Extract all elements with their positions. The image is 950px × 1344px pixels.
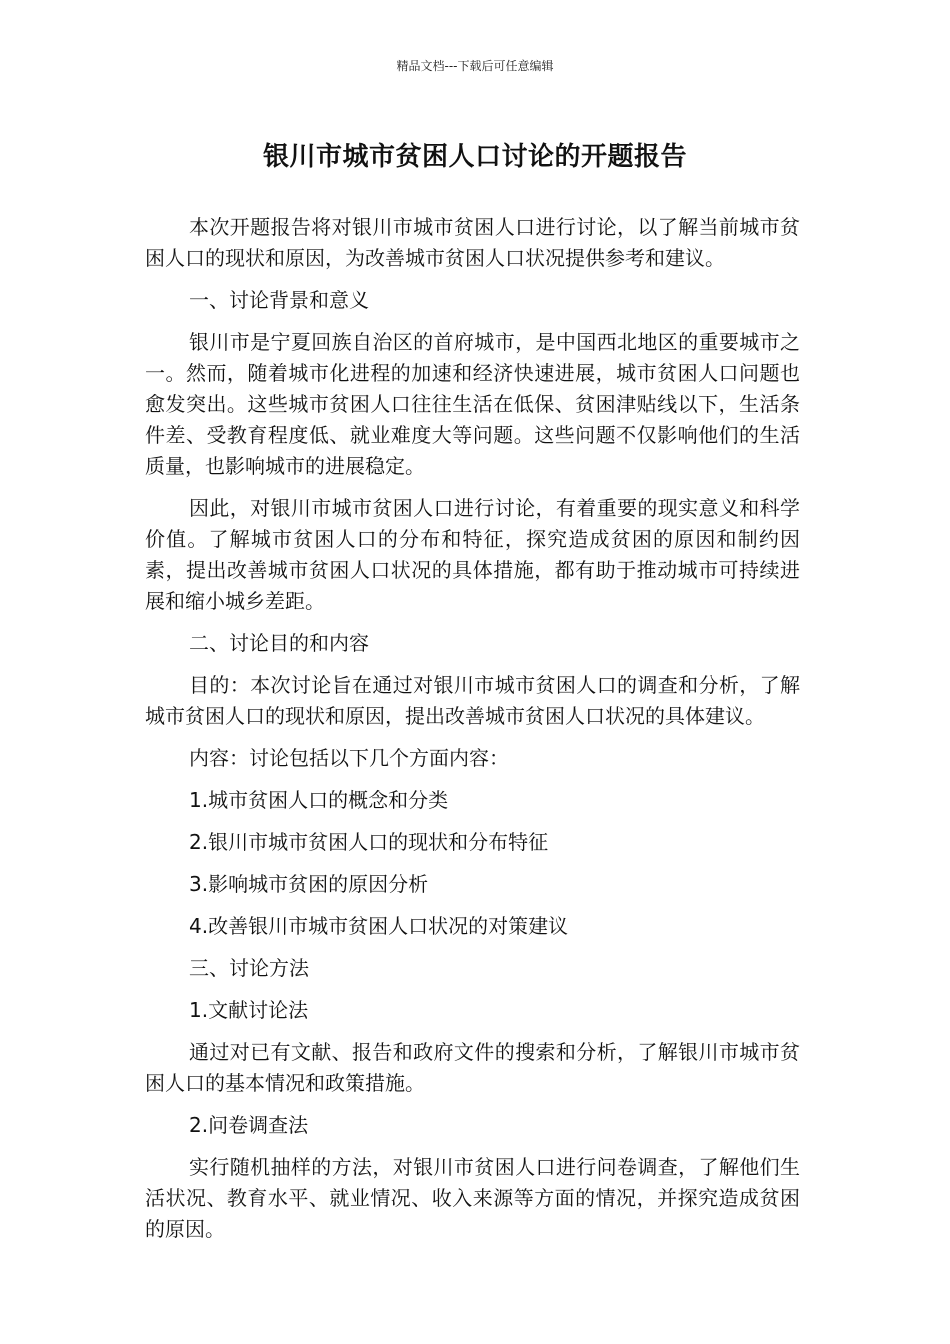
paragraph-literature: 通过对已有文献、报告和政府文件的搜索和分析，了解银川市城市贫困人口的基本情况和政策措施。 xyxy=(145,1040,800,1095)
document-body xyxy=(145,212,800,1256)
section-heading-purpose: 二、讨论目的和内容 xyxy=(189,631,369,655)
list-item-3: 3.影响城市贫困的原因分析 xyxy=(189,872,429,896)
section-heading-background: 一、讨论背景和意义 xyxy=(189,288,369,312)
method-heading-literature: 1.文献讨论法 xyxy=(189,998,309,1022)
paragraph-background: 银川市是宁夏回族自治区的首府城市，是中国西北地区的重要城市之一。然而，随着城市化进程的加速和经济快速进展，城市贫困人口问题也愈发突出。这些城市贫困人口往往生活在低保、贫困津贴线以下，生活条件差、受教育程度低、就业难度大等问题。这些问题不仅影响他们的生活质量，也影响城市的进展稳定。 xyxy=(145,330,800,478)
paragraph-content-intro: 内容：讨论包括以下几个方面内容： xyxy=(189,746,509,770)
list-item-1: 1.城市贫困人口的概念和分类 xyxy=(189,788,449,812)
method-heading-survey: 2.问卷调查法 xyxy=(189,1113,309,1137)
paragraph-intro: 本次开题报告将对银川市城市贫困人口进行讨论，以了解当前城市贫困人口的现状和原因，为改善城市贫困人口状况提供参考和建议。 xyxy=(145,215,800,270)
list-item-4: 4.改善银川市城市贫困人口状况的对策建议 xyxy=(189,914,569,938)
section-heading-methods: 三、讨论方法 xyxy=(189,956,309,980)
paragraph-survey: 实行随机抽样的方法，对银川市贫困人口进行问卷调查，了解他们生活状况、教育水平、就业情况、收入来源等方面的情况，并探究造成贫困的原因。 xyxy=(145,1155,800,1241)
page-header: 精品文档---下载后可任意编辑 xyxy=(396,59,554,73)
paragraph-significance: 因此，对银川市城市贫困人口进行讨论，有着重要的现实意义和科学价值。了解城市贫困人口的分布和特征，探究造成贫困的原因和制约因素，提出改善城市贫困人口状况的具体措施，都有助于推动城市可持续进展和缩小城乡差距。 xyxy=(145,496,800,613)
paragraph-purpose: 目的：本次讨论旨在通过对银川市城市贫困人口的调查和分析，了解城市贫困人口的现状和原因，提出改善城市贫困人口状况的具体建议。 xyxy=(145,673,800,728)
list-item-2: 2.银川市城市贫困人口的现状和分布特征 xyxy=(189,830,549,854)
document-title: 银川市城市贫困人口讨论的开题报告 xyxy=(262,142,687,172)
